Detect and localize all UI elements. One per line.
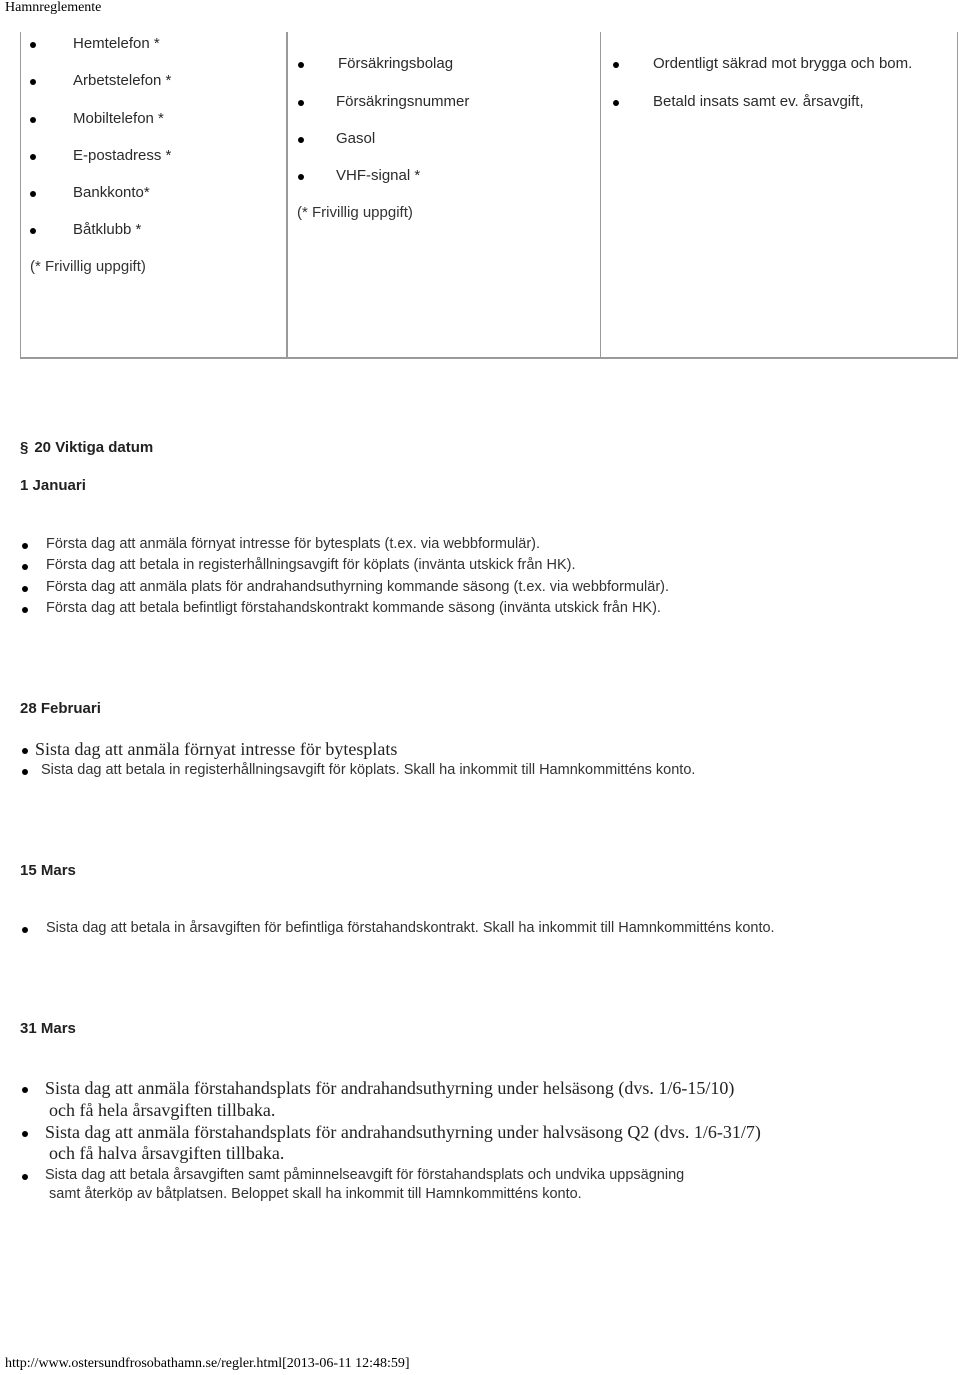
list-item: VHF-signal * xyxy=(336,167,420,184)
list-item: Mobiltelefon * xyxy=(73,110,164,127)
bullet-icon xyxy=(22,748,28,754)
bullet-icon xyxy=(22,607,28,613)
bullet-icon xyxy=(30,154,36,160)
list-item: Försäkringsnummer xyxy=(336,93,469,110)
table-border-right xyxy=(957,32,958,358)
list-item: Arbetstelefon * xyxy=(73,72,171,89)
list-item: E-postadress * xyxy=(73,147,171,164)
date-heading: 15 Mars xyxy=(20,862,76,879)
table-divider-2 xyxy=(600,32,601,358)
bullet-icon xyxy=(22,564,28,570)
bullet-icon xyxy=(613,62,619,68)
section-heading xyxy=(20,439,153,456)
bullet-icon xyxy=(30,191,36,197)
bullet-icon xyxy=(30,228,36,234)
list-item: Hemtelefon * xyxy=(73,35,160,52)
table-border-left xyxy=(20,32,21,358)
list-item: Försäkringsbolag xyxy=(338,55,453,72)
section-title: 20 Viktiga datum xyxy=(34,439,154,456)
list-item: Båtklubb * xyxy=(73,221,141,238)
list-item: Bankkonto* xyxy=(73,184,150,201)
bullet-icon xyxy=(298,174,304,180)
bullet-icon xyxy=(613,100,619,106)
list-item: Ordentligt säkrad mot brygga och bom. xyxy=(653,55,912,72)
window-title: Hamnreglemente xyxy=(5,0,102,15)
list-item-continuation: samt återköp av båtplatsen. Beloppet skall ha inkommit till Hamnkommitténs konto. xyxy=(49,1186,582,1202)
paragraph-mark: § xyxy=(20,439,29,456)
list-item: Betald insats samt ev. årsavgift, xyxy=(653,93,864,110)
table-divider-1 xyxy=(286,32,288,358)
date-heading: 1 Januari xyxy=(20,477,86,494)
bullet-icon xyxy=(30,117,36,123)
list-item: Gasol xyxy=(336,130,375,147)
bullet-icon xyxy=(30,79,36,85)
bullet-icon xyxy=(298,137,304,143)
date-heading: 28 Februari xyxy=(20,700,101,717)
bullet-icon xyxy=(22,543,28,549)
bullet-icon xyxy=(22,927,28,933)
date-heading: 31 Mars xyxy=(20,1020,76,1037)
bullet-icon xyxy=(22,1131,28,1137)
list-item-continuation: och få halva årsavgiften tillbaka. xyxy=(49,1143,285,1163)
bullet-icon xyxy=(22,1174,28,1180)
bullet-icon xyxy=(298,62,304,68)
optional-note: (* Frivillig uppgift) xyxy=(30,258,146,275)
list-item-continuation: och få hela årsavgiften tillbaka. xyxy=(49,1100,276,1120)
bullet-icon xyxy=(298,100,304,106)
page-url: http://www.ostersundfrosobathamn.se/regler.html[2013-06-11 12:48:59] xyxy=(5,1356,410,1371)
bullet-icon xyxy=(22,586,28,592)
bullet-icon xyxy=(30,42,36,48)
table-border-bottom xyxy=(20,357,958,359)
bullet-icon xyxy=(22,769,28,775)
optional-note: (* Frivillig uppgift) xyxy=(297,204,413,221)
bullet-icon xyxy=(22,1087,28,1093)
